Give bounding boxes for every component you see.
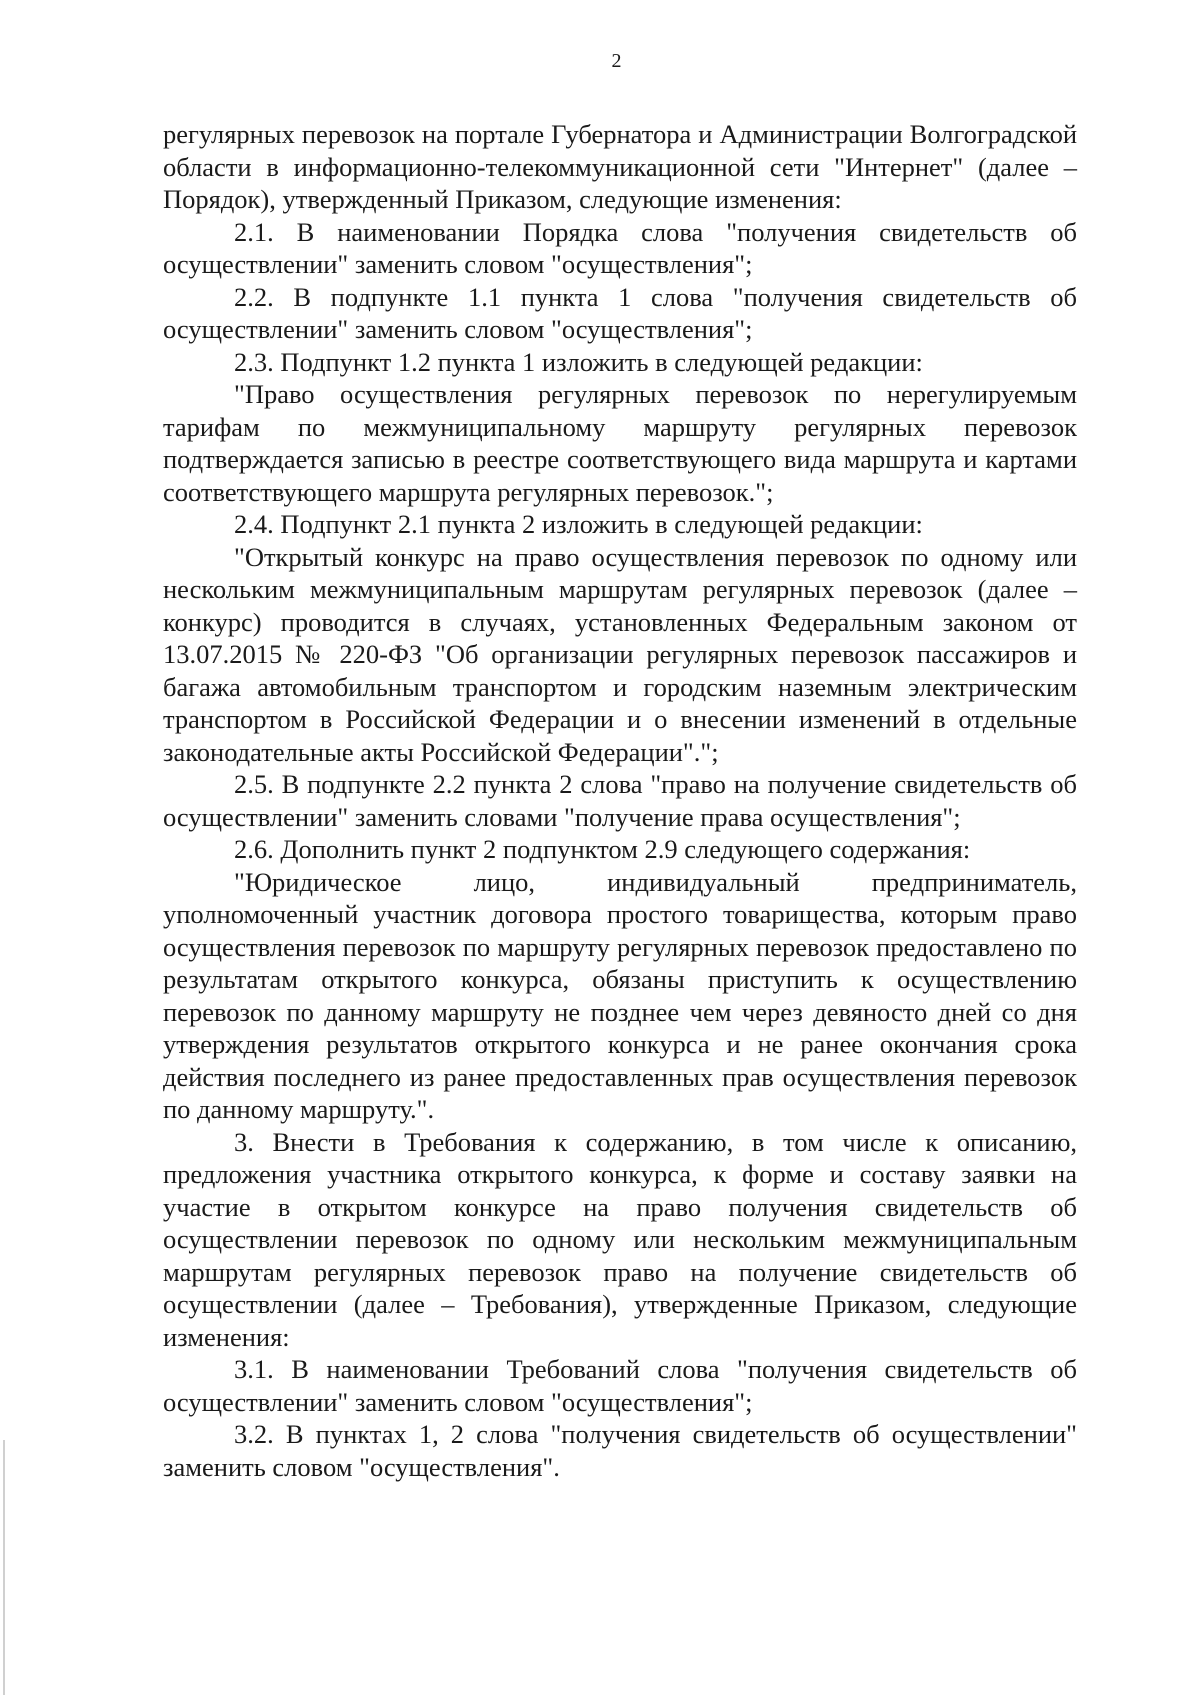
paragraph-3-1: 3.1. В наименовании Требований слова "получения свидетельств об осуществлении" заменить словом "осуществления"; xyxy=(163,1354,1077,1417)
paragraph-2-2: 2.2. В подпункте 1.1 пункта 1 слова "получения свидетельств об осуществлении" заменить словом "осуществления"; xyxy=(163,281,1077,344)
paragraph-2-4-quote: "Открытый конкурс на право осуществления перевозок по одному или нескольким межмуниципальным маршрутам регулярных перевозок (далее – конкурс) проводится в случаях, установленных Федеральным законом от 13.07.2015 № 220-ФЗ "Об организации регулярных перевозок пассажиров и багажа автомобильным транспортом и городским наземным электрическим транспортом в Российской Федерации и о внесении изменений в отдельные законодательные акты Российской Федерации"."; xyxy=(163,541,1077,767)
paragraph-2-6-quote: "Юридическое лицо, индивидуальный предприниматель, уполномоченный участник договора простого товарищества, которым право осуществления перевозок по маршруту регулярных перевозок предоставлено по результатам открытого конкурса, обязаны приступить к осуществлению перевозок по данному маршруту не позднее чем через девяносто дней со дня утверждения результатов открытого конкурса и не ранее окончания срока действия последнего из ранее предоставленных прав осуществления перевозок по данному маршруту.". xyxy=(163,866,1077,1124)
paragraph-2-4: 2.4. Подпункт 2.1 пункта 2 изложить в следующей редакции: xyxy=(234,509,923,539)
paragraph-2-3: 2.3. Подпункт 1.2 пункта 1 изложить в следующей редакции: xyxy=(234,346,923,377)
paragraph-3-2: 3.2. В пунктах 1, 2 слова "получения свидетельств об осуществлении" заменить словом "осуществления". xyxy=(163,1419,1077,1482)
page-number: 2 xyxy=(611,50,622,72)
document-body xyxy=(163,118,1077,1483)
paragraph-continuation: регулярных перевозок на портале Губернатора и Администрации Волгоградской области в информационно-телекоммуникационной сети "Интернет" (далее – Порядок), утвержденный Приказом, следующие изменения: xyxy=(163,119,1077,214)
paragraph-2-3-quote: "Право осуществления регулярных перевозок по нерегулируемым тарифам по межмуниципальному маршруту регулярных перевозок подтверждается записью в реестре соответствующего вида маршрута и картами соответствующего маршрута регулярных перевозок."; xyxy=(163,379,1077,507)
paragraph-3: 3. Внести в Требования к содержанию, в том числе к описанию, предложения участника открытого конкурса, к форме и составу заявки на участие в открытом конкурсе на право получения свидетельств об осуществлении перевозок по одному или нескольким межмуниципальным маршрутам регулярных перевозок право на получение свидетельств об осуществлении (далее – Требования), утвержденные Приказом, следующие изменения: xyxy=(163,1126,1077,1352)
paragraph-2-6: 2.6. Дополнить пункт 2 подпунктом 2.9 следующего содержания: xyxy=(234,834,971,864)
paragraph-2-5: 2.5. В подпункте 2.2 пункта 2 слова "право на получение свидетельств об осуществлении" заменить словами "получение права осуществления"; xyxy=(163,769,1077,832)
scan-edge-line xyxy=(3,1440,5,1695)
paragraph-2-1: 2.1. В наименовании Порядка слова "получения свидетельств об осуществлении" заменить словом "осуществления"; xyxy=(163,216,1077,279)
